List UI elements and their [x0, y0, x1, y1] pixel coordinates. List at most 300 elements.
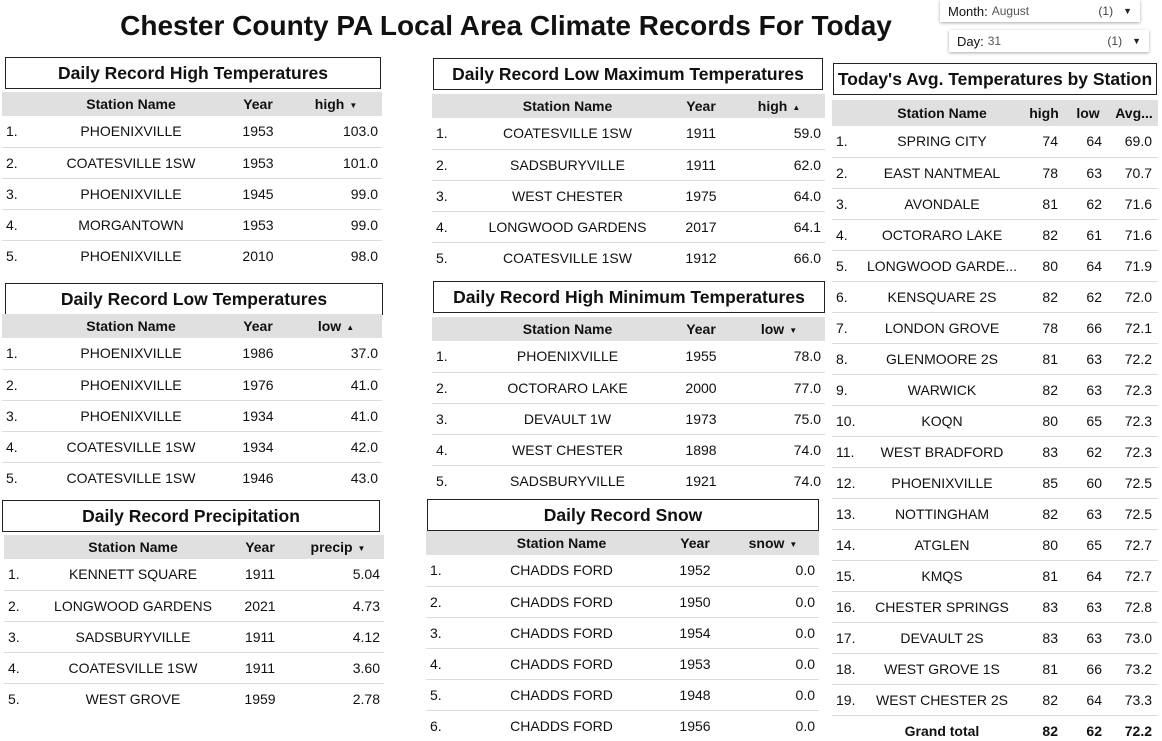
record-value: 43.0	[350, 469, 378, 486]
low-value: 61	[1066, 219, 1110, 250]
high-value: 81	[1022, 188, 1066, 219]
row-index: 3.	[832, 188, 862, 219]
day-filter[interactable]	[949, 30, 1149, 52]
value-header[interactable]	[727, 531, 819, 555]
row-index: 17.	[832, 622, 862, 653]
record-low-table	[2, 314, 382, 493]
sort-desc-icon: ▼	[789, 539, 798, 549]
index-header	[2, 92, 36, 116]
grand-total-spacer	[832, 715, 862, 741]
record-value: 0.0	[727, 586, 819, 617]
record-high-min-table	[432, 317, 825, 496]
value-header-label: precip	[310, 539, 353, 555]
sort-asc-icon: ▲	[792, 102, 801, 112]
station-name: DEVAULT 1W	[466, 403, 669, 434]
table-row	[4, 559, 384, 590]
row-index: 4.	[432, 434, 466, 465]
month-filter-label: Month:	[948, 3, 988, 19]
table-row	[832, 157, 1158, 188]
record-year: 1959	[244, 690, 276, 707]
low-value: 62	[1066, 281, 1110, 312]
high-value: 83	[1022, 436, 1066, 467]
row-index: 2.	[832, 157, 862, 188]
record-value: 59.0	[733, 118, 825, 149]
record-value: 0.0	[727, 648, 819, 679]
record-year: 1921	[685, 472, 717, 489]
sort-desc-icon: ▼	[357, 543, 366, 553]
month-filter-count: (1)	[1098, 4, 1114, 18]
low-header[interactable]: low	[1066, 100, 1110, 126]
record-year: 1946	[242, 469, 274, 486]
record-year: 1912	[685, 249, 717, 266]
value-header[interactable]	[733, 317, 825, 341]
row-index: 1.	[426, 555, 460, 586]
station-name: LONGWOOD GARDENS	[466, 211, 669, 242]
record-year: 1953	[226, 147, 290, 178]
record-year: 1953	[226, 209, 290, 240]
avg-value: 71.6	[1110, 188, 1158, 219]
station-name: NOTTINGHAM	[862, 498, 1022, 529]
avg-value: 71.9	[1110, 250, 1158, 281]
day-filter-value: 31	[987, 34, 1002, 48]
low-value: 63	[1066, 498, 1110, 529]
table-row	[426, 710, 819, 741]
record-value: 4.12	[292, 621, 384, 652]
record-low-title: Daily Record Low Temperatures	[5, 283, 383, 315]
record-year: 1954	[663, 617, 727, 648]
row-index: 15.	[832, 560, 862, 591]
high-value: 78	[1022, 312, 1066, 343]
row-index: 3.	[2, 400, 36, 431]
sort-asc-icon: ▲	[346, 322, 355, 332]
station-name: OCTORARO LAKE	[466, 372, 669, 403]
table-row	[832, 591, 1158, 622]
table-row	[426, 617, 819, 648]
record-value: 98.0	[350, 247, 378, 264]
station-name: CHADDS FORD	[460, 648, 663, 679]
table-row	[432, 403, 825, 434]
record-year: 1911	[669, 149, 733, 180]
row-index: 19.	[832, 684, 862, 715]
record-value: 101.0	[290, 147, 382, 178]
record-value: 99.0	[290, 209, 382, 240]
grand-total-avg: 72.2	[1124, 722, 1152, 739]
record-year: 1976	[226, 369, 290, 400]
station-name-header: Station Name	[466, 317, 669, 341]
row-index: 2.	[2, 147, 36, 178]
row-index: 16.	[832, 591, 862, 622]
station-name: KENSQUARE 2S	[862, 281, 1022, 312]
low-value: 63	[1066, 591, 1110, 622]
record-value: 2.78	[352, 690, 380, 707]
table-row	[432, 434, 825, 465]
table-row	[832, 374, 1158, 405]
value-header[interactable]	[290, 92, 382, 116]
high-header[interactable]: high	[1022, 100, 1066, 126]
station-name: SPRING CITY	[862, 126, 1022, 157]
page-title: Chester County PA Local Area Climate Records For Today	[120, 10, 892, 41]
low-value: 64	[1066, 126, 1110, 157]
table-row	[832, 126, 1158, 157]
row-index: 1.	[832, 126, 862, 157]
table-row	[2, 147, 382, 178]
record-year: 2000	[669, 372, 733, 403]
row-index: 5.	[832, 250, 862, 281]
high-value: 82	[1022, 374, 1066, 405]
high-value: 81	[1022, 343, 1066, 374]
record-low-max-table	[432, 94, 825, 273]
record-value: 37.0	[290, 338, 382, 369]
table-row	[4, 652, 384, 683]
year-header: Year	[228, 535, 292, 559]
record-value: 74.0	[733, 434, 825, 465]
record-year: 1911	[228, 652, 292, 683]
table-row	[832, 405, 1158, 436]
station-name: WEST CHESTER 2S	[862, 684, 1022, 715]
sort-desc-icon: ▼	[789, 325, 798, 335]
month-filter[interactable]	[940, 0, 1140, 22]
table-row	[832, 622, 1158, 653]
year-header: Year	[669, 94, 733, 118]
record-value: 64.0	[733, 180, 825, 211]
row-index: 11.	[832, 436, 862, 467]
avg-value: 72.0	[1110, 281, 1158, 312]
station-name-header: Station Name	[36, 314, 226, 338]
row-index: 5.	[8, 690, 20, 707]
high-value: 74	[1022, 126, 1066, 157]
row-index: 7.	[832, 312, 862, 343]
row-index: 1.	[2, 338, 36, 369]
day-filter-label: Day:	[957, 33, 984, 49]
row-index: 5.	[6, 469, 18, 486]
record-year: 1953	[226, 116, 290, 147]
day-filter-count: (1)	[1107, 34, 1123, 48]
station-name: WEST BRADFORD	[862, 436, 1022, 467]
chevron-down-icon: ▼	[1123, 6, 1132, 16]
table-row	[2, 116, 382, 147]
table-row	[2, 209, 382, 240]
record-year: 1898	[669, 434, 733, 465]
low-value: 65	[1066, 405, 1110, 436]
high-value: 82	[1022, 219, 1066, 250]
record-value: 0.0	[795, 717, 815, 734]
low-value: 63	[1066, 622, 1110, 653]
station-name: COATESVILLE 1SW	[36, 431, 226, 462]
high-value: 82	[1022, 684, 1066, 715]
station-name-header: Station Name	[38, 535, 228, 559]
record-year: 1911	[669, 118, 733, 149]
row-index: 10.	[832, 405, 862, 436]
record-year: 1945	[226, 178, 290, 209]
row-index: 2.	[426, 586, 460, 617]
record-value: 0.0	[727, 679, 819, 710]
record-high-title: Daily Record High Temperatures	[5, 57, 381, 89]
high-value: 81	[1022, 560, 1066, 591]
table-row	[432, 341, 825, 372]
row-index: 3.	[2, 178, 36, 209]
station-name: PHOENIXVILLE	[862, 467, 1022, 498]
station-name: LONGWOOD GARDENS	[38, 590, 228, 621]
chevron-down-icon: ▼	[1132, 36, 1141, 46]
table-row	[832, 312, 1158, 343]
table-row	[832, 436, 1158, 467]
year-header: Year	[663, 531, 727, 555]
table-row	[832, 560, 1158, 591]
row-index: 2.	[432, 149, 466, 180]
table-row	[832, 343, 1158, 374]
value-header[interactable]	[292, 535, 384, 559]
row-index: 3.	[4, 621, 38, 652]
table-row	[832, 684, 1158, 715]
record-year: 1986	[226, 338, 290, 369]
station-name: SADSBURYVILLE	[510, 472, 625, 489]
grand-total-low: 62	[1086, 722, 1102, 739]
table-header	[2, 314, 382, 338]
record-year: 2017	[669, 211, 733, 242]
table-row	[426, 679, 819, 710]
high-value: 80	[1022, 529, 1066, 560]
value-header[interactable]	[733, 94, 825, 118]
station-name: DEVAULT 2S	[862, 622, 1022, 653]
row-index: 5.	[436, 249, 448, 266]
station-name: CHESTER SPRINGS	[862, 591, 1022, 622]
station-name-header: Station Name	[862, 100, 1022, 126]
row-index: 1.	[4, 559, 38, 590]
avg-value: 72.1	[1110, 312, 1158, 343]
row-index: 5.	[426, 679, 460, 710]
record-value: 64.1	[733, 211, 825, 242]
avg-header[interactable]: Avg...	[1110, 100, 1158, 126]
avg-value: 72.5	[1110, 498, 1158, 529]
table-row	[432, 118, 825, 149]
low-value: 66	[1066, 312, 1110, 343]
avg-value: 73.0	[1110, 622, 1158, 653]
high-value: 80	[1022, 405, 1066, 436]
row-index: 6.	[430, 717, 442, 734]
high-value: 83	[1022, 591, 1066, 622]
station-name: WEST GROVE	[85, 690, 181, 707]
value-header-label: low	[760, 321, 785, 337]
row-index: 4.	[2, 209, 36, 240]
station-name: WEST CHESTER	[466, 180, 669, 211]
station-name-header: Station Name	[466, 94, 669, 118]
row-index: 4.	[4, 652, 38, 683]
table-row	[832, 529, 1158, 560]
record-year: 1948	[663, 679, 727, 710]
avg-temps-title: Today's Avg. Temperatures by Station	[833, 63, 1157, 95]
table-row	[432, 372, 825, 403]
index-header	[426, 531, 460, 555]
station-name: COATESVILLE 1SW	[66, 469, 196, 486]
record-value: 75.0	[733, 403, 825, 434]
row-index: 1.	[2, 116, 36, 147]
high-value: 80	[1022, 250, 1066, 281]
low-value: 62	[1066, 436, 1110, 467]
avg-value: 72.7	[1110, 529, 1158, 560]
row-index: 4.	[432, 211, 466, 242]
table-row	[4, 621, 384, 652]
table-row	[432, 242, 825, 273]
table-row	[2, 338, 382, 369]
station-name: PHOENIXVILLE	[36, 178, 226, 209]
grand-total-row	[832, 715, 1158, 741]
record-year: 1934	[226, 431, 290, 462]
record-value: 78.0	[733, 341, 825, 372]
table-header	[832, 100, 1158, 126]
record-value: 0.0	[727, 617, 819, 648]
record-precip-table	[4, 535, 384, 714]
avg-value: 71.6	[1110, 219, 1158, 250]
row-index: 6.	[832, 281, 862, 312]
station-name: CHADDS FORD	[460, 679, 663, 710]
value-header[interactable]	[290, 314, 382, 338]
high-value: 81	[1022, 653, 1066, 684]
row-index: 4.	[2, 431, 36, 462]
table-row	[832, 653, 1158, 684]
value-header-label: snow	[748, 535, 785, 551]
low-value: 64	[1066, 560, 1110, 591]
table-row	[426, 555, 819, 586]
row-index: 3.	[426, 617, 460, 648]
table-row	[832, 188, 1158, 219]
year-header: Year	[226, 314, 290, 338]
record-year: 1911	[228, 621, 292, 652]
avg-value: 72.3	[1110, 374, 1158, 405]
record-year: 1911	[228, 559, 292, 590]
table-row	[2, 431, 382, 462]
record-year: 1934	[226, 400, 290, 431]
avg-value: 72.3	[1110, 436, 1158, 467]
station-name: SADSBURYVILLE	[466, 149, 669, 180]
value-header-label: high	[757, 98, 788, 114]
record-year: 2010	[242, 247, 274, 264]
avg-value: 70.7	[1110, 157, 1158, 188]
index-header	[832, 100, 862, 126]
record-value: 99.0	[290, 178, 382, 209]
low-value: 65	[1066, 529, 1110, 560]
record-year: 1950	[663, 586, 727, 617]
grand-total-label: Grand total	[904, 722, 980, 739]
station-name: CHADDS FORD	[460, 617, 663, 648]
avg-value: 72.7	[1110, 560, 1158, 591]
table-row	[832, 498, 1158, 529]
record-value: 62.0	[733, 149, 825, 180]
station-name: WEST GROVE 1S	[862, 653, 1022, 684]
table-row	[4, 683, 384, 714]
station-name: KOQN	[862, 405, 1022, 436]
station-name: OCTORARO LAKE	[862, 219, 1022, 250]
record-snow-table	[426, 531, 819, 741]
row-index: 4.	[426, 648, 460, 679]
row-index: 1.	[432, 118, 466, 149]
index-header	[4, 535, 38, 559]
row-index: 3.	[432, 180, 466, 211]
month-filter-value: August	[991, 4, 1030, 18]
grand-total-high: 82	[1042, 722, 1058, 739]
record-value: 0.0	[727, 555, 819, 586]
station-name: PHOENIXVILLE	[36, 369, 226, 400]
avg-value: 72.3	[1110, 405, 1158, 436]
high-value: 83	[1022, 622, 1066, 653]
table-row	[4, 590, 384, 621]
station-name: EAST NANTMEAL	[862, 157, 1022, 188]
station-name: PHOENIXVILLE	[36, 116, 226, 147]
table-row	[432, 149, 825, 180]
row-index: 12.	[832, 467, 862, 498]
table-header	[432, 94, 825, 118]
station-name: CHADDS FORD	[460, 586, 663, 617]
station-name: CHADDS FORD	[460, 555, 663, 586]
row-index: 2.	[432, 372, 466, 403]
record-low-max-title: Daily Record Low Maximum Temperatures	[433, 58, 823, 90]
table-row	[2, 369, 382, 400]
station-name: LONDON GROVE	[862, 312, 1022, 343]
station-name: PHOENIXVILLE	[36, 338, 226, 369]
record-value: 103.0	[290, 116, 382, 147]
high-value: 82	[1022, 281, 1066, 312]
station-name: GLENMOORE 2S	[862, 343, 1022, 374]
table-row	[832, 219, 1158, 250]
year-header: Year	[226, 92, 290, 116]
low-value: 64	[1066, 684, 1110, 715]
avg-value: 73.3	[1110, 684, 1158, 715]
record-value: 42.0	[290, 431, 382, 462]
row-index: 5.	[436, 472, 448, 489]
sort-desc-icon: ▼	[349, 100, 358, 110]
station-name: PHOENIXVILLE	[80, 247, 182, 264]
record-year: 1956	[679, 717, 711, 734]
high-value: 78	[1022, 157, 1066, 188]
station-name: AVONDALE	[862, 188, 1022, 219]
row-index: 5.	[6, 247, 18, 264]
station-name: COATESVILLE 1SW	[503, 249, 632, 266]
row-index: 9.	[832, 374, 862, 405]
high-value: 85	[1022, 467, 1066, 498]
record-value: 74.0	[793, 472, 821, 489]
record-value: 77.0	[733, 372, 825, 403]
index-header	[432, 94, 466, 118]
station-name-header: Station Name	[460, 531, 663, 555]
avg-value: 73.2	[1110, 653, 1158, 684]
station-name: PHOENIXVILLE	[466, 341, 669, 372]
row-index: 18.	[832, 653, 862, 684]
station-name: LONGWOOD GARDE...	[862, 250, 1022, 281]
avg-value: 69.0	[1110, 126, 1158, 157]
record-high-table	[2, 92, 382, 271]
row-index: 2.	[2, 369, 36, 400]
table-row	[832, 250, 1158, 281]
record-high-min-title: Daily Record High Minimum Temperatures	[433, 281, 825, 313]
high-value: 82	[1022, 498, 1066, 529]
table-row	[426, 586, 819, 617]
table-row	[2, 462, 382, 493]
low-value: 60	[1066, 467, 1110, 498]
low-value: 66	[1066, 653, 1110, 684]
low-value: 63	[1066, 374, 1110, 405]
row-index: 2.	[4, 590, 38, 621]
station-name: CHADDS FORD	[510, 717, 613, 734]
record-year: 1973	[669, 403, 733, 434]
table-row	[432, 465, 825, 496]
value-header-label: high	[314, 96, 345, 112]
low-value: 62	[1066, 188, 1110, 219]
record-value: 3.60	[292, 652, 384, 683]
table-header	[432, 317, 825, 341]
row-index: 4.	[832, 219, 862, 250]
table-row	[2, 400, 382, 431]
row-index: 13.	[832, 498, 862, 529]
avg-value: 72.8	[1110, 591, 1158, 622]
